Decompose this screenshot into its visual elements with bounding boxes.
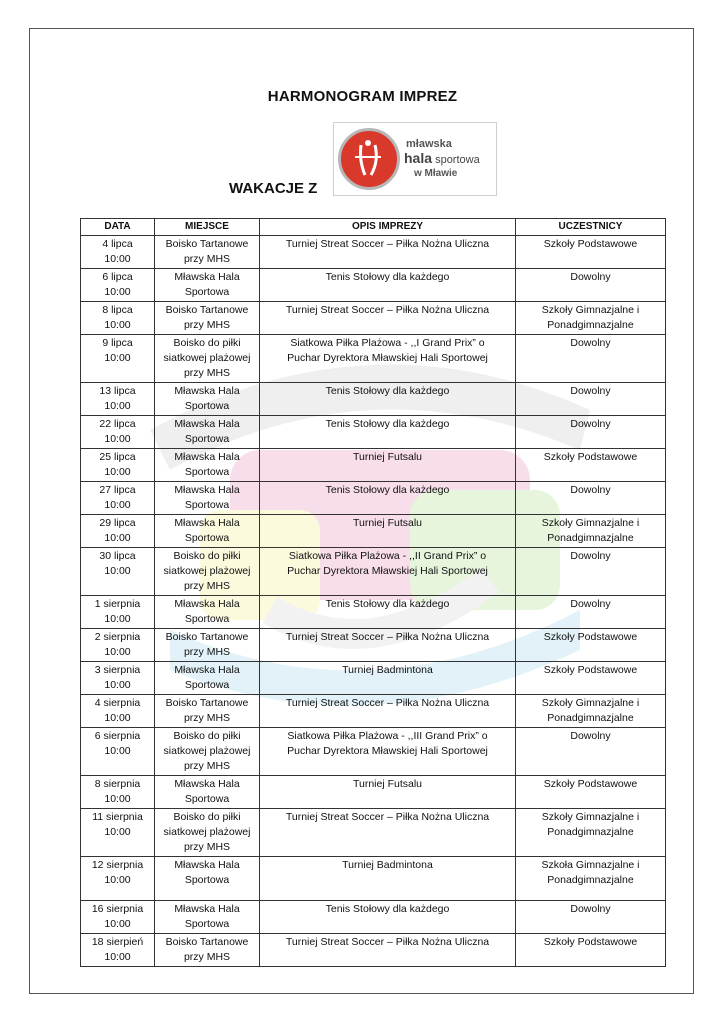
logo-text-line2: hala sportowa [404,150,480,166]
cell-date-line: 10:00 [104,352,131,364]
cell-description-line: Tenis Stołowy dla każdego [325,903,450,915]
cell-place-line: Mławska Hala [174,271,240,283]
cell-place-line: Boisko do piłki [173,811,241,823]
cell-participants-line: Szkoły Gimnazjalne i [541,811,640,823]
cell-description [260,449,516,482]
cell-date [81,482,155,515]
cell-date-line: 10:00 [104,466,131,478]
cell-date-line: 12 sierpnia [91,859,144,871]
cell-place [155,416,260,449]
cell-place-line: siatkowej plażowej [163,352,251,364]
cell-description-line: Turniej Streat Soccer – Piłka Nożna Uliczna [285,811,490,823]
cell-description-line: Turniej Streat Soccer – Piłka Nożna Uliczna [285,631,490,643]
cell-participants [516,728,666,776]
cell-description-line: Turniej Streat Soccer – Piłka Nożna Uliczna [285,697,490,709]
cell-date-line: 25 lipca [99,451,136,463]
cell-description [260,416,516,449]
table-header-row [81,219,666,236]
cell-description [260,302,516,335]
cell-date [81,728,155,776]
cell-place [155,449,260,482]
cell-date [81,809,155,857]
table-row [81,728,666,776]
cell-participants-line: Szkoły Podstawowe [543,631,638,643]
table-row [81,629,666,662]
cell-participants-line: Dowolny [570,550,611,562]
cell-place-line: przy MHS [183,367,231,379]
cell-description [260,662,516,695]
cell-date [81,302,155,335]
cell-date [81,662,155,695]
cell-description [260,901,516,934]
cell-place [155,901,260,934]
cell-place-line: przy MHS [183,841,231,853]
cell-place-line: przy MHS [183,646,231,658]
cell-description-line: Turniej Futsalu [352,451,423,463]
cell-date-line: 10:00 [104,565,131,577]
cell-date-line: 30 lipca [99,550,136,562]
cell-place [155,629,260,662]
table-row [81,449,666,482]
cell-participants-line: Ponadgimnazjalne [547,532,634,544]
cell-date-line: 10:00 [104,286,131,298]
cell-description-line: Puchar Dyrektora Mławskiej Hali Sportowej [287,745,488,757]
table-row [81,236,666,269]
cell-description [260,695,516,728]
table-row [81,596,666,629]
cell-date-line: 11 sierpnia [92,811,143,823]
cell-description-line: Tenis Stołowy dla każdego [325,484,450,496]
cell-description [260,809,516,857]
cell-participants [516,269,666,302]
table-row [81,482,666,515]
cell-place [155,728,260,776]
cell-participants-line: Szkoły Podstawowe [543,238,638,250]
header-place: MIEJSCE [155,219,260,236]
hall-logo [333,122,497,196]
cell-date-line: 10:00 [104,745,131,757]
cell-description [260,548,516,596]
cell-date-line: 6 sierpnia [94,730,141,742]
cell-place-line: Sportowa [184,532,230,544]
cell-place-line: Sportowa [184,400,230,412]
cell-date-line: 10:00 [104,433,131,445]
table-row [81,695,666,728]
cell-place-line: przy MHS [183,760,231,772]
cell-place-line: Mławska Hala [174,484,240,496]
cell-place-line: Sportowa [184,499,230,511]
cell-description-line: Turniej Streat Soccer – Piłka Nożna Uliczna [285,936,490,948]
cell-place-line: Mławska Hala [174,517,240,529]
cell-place-line: Boisko Tartanowe [165,697,249,709]
cell-place-line: przy MHS [183,580,231,592]
cell-participants-line: Ponadgimnazjalne [547,826,634,838]
cell-place [155,695,260,728]
table-row [81,662,666,695]
cell-participants-line: Szkoły Podstawowe [543,778,638,790]
logo-text-line3: w Mławie [414,168,458,179]
cell-participants [516,629,666,662]
cell-date-line: 29 lipca [99,517,136,529]
table-row [81,416,666,449]
cell-place-line: Sportowa [184,466,230,478]
cell-participants [516,662,666,695]
cell-date [81,515,155,548]
cell-description-line: Turniej Badmintona [342,859,433,871]
cell-place-line: Mławska Hala [174,778,240,790]
cell-description-line: Puchar Dyrektora Mławskiej Hali Sportowej [287,352,488,364]
cell-date-line: 13 lipca [99,385,136,397]
cell-date-line: 10:00 [104,793,131,805]
cell-participants-line: Szkoły Podstawowe [543,664,638,676]
schedule-table [80,218,666,967]
cell-description-line: Siatkowa Piłka Plażowa - ,,II Grand Prix” o [288,550,487,562]
cell-participants [516,236,666,269]
cell-participants-line: Szkoły Gimnazjalne i [541,697,640,709]
cell-participants-line: Dowolny [570,484,611,496]
cell-participants [516,482,666,515]
cell-participants [516,548,666,596]
table-row [81,335,666,383]
table-row [81,901,666,934]
cell-participants [516,934,666,967]
cell-place [155,515,260,548]
cell-date [81,383,155,416]
cell-place-line: Mławska Hala [174,664,240,676]
cell-date [81,236,155,269]
cell-place [155,482,260,515]
cell-place [155,596,260,629]
cell-participants-line: Dowolny [570,271,611,283]
cell-description [260,934,516,967]
cell-participants [516,302,666,335]
cell-description-line: Turniej Streat Soccer – Piłka Nożna Uliczna [285,238,490,250]
cell-place-line: Boisko do piłki [173,337,241,349]
cell-date-line: 10:00 [104,712,131,724]
cell-participants-line: Szkoły Podstawowe [543,451,638,463]
cell-place [155,548,260,596]
cell-place-line: Mławska Hala [174,859,240,871]
cell-place-line: Sportowa [184,433,230,445]
cell-place-line: siatkowej plażowej [163,745,251,757]
cell-date-line: 4 lipca [102,238,133,250]
cell-place-line: Sportowa [184,874,230,886]
cell-date [81,629,155,662]
cell-place-line: Mławska Hala [174,598,240,610]
cell-participants-line: Ponadgimnazjalne [547,319,634,331]
cell-date-line: 10:00 [104,400,131,412]
cell-participants [516,596,666,629]
cell-participants [516,416,666,449]
cell-place-line: przy MHS [183,951,231,963]
cell-date-line: 16 sierpnia [91,903,144,915]
cell-participants-line: Szkoły Podstawowe [543,936,638,948]
table-row [81,934,666,967]
cell-participants [516,515,666,548]
cell-place-line: Boisko do piłki [173,550,241,562]
cell-date [81,857,155,901]
cell-description-line: Siatkowa Piłka Plażowa - ,,III Grand Prix” o [287,730,488,742]
header-date: DATA [81,219,155,236]
cell-date-line: 2 sierpnia [94,631,141,643]
cell-place [155,302,260,335]
cell-place-line: Mławska Hala [174,451,240,463]
cell-date-line: 10:00 [104,874,131,886]
cell-description [260,728,516,776]
cell-description [260,482,516,515]
cell-description-line: Puchar Dyrektora Mławskiej Hali Sportowej [287,565,488,577]
cell-participants-line: Dowolny [570,418,611,430]
cell-date [81,449,155,482]
cell-place-line: Boisko Tartanowe [165,304,249,316]
cell-participants [516,857,666,901]
cell-place [155,383,260,416]
cell-date-line: 6 lipca [102,271,133,283]
cell-place-line: Boisko Tartanowe [165,936,249,948]
cell-description-line: Tenis Stołowy dla każdego [325,271,450,283]
cell-description [260,269,516,302]
cell-place-line: Mławska Hala [174,385,240,397]
cell-date [81,335,155,383]
cell-participants-line: Ponadgimnazjalne [547,712,634,724]
cell-description-line: Tenis Stołowy dla każdego [325,598,450,610]
cell-place-line: Boisko do piłki [173,730,241,742]
cell-place [155,809,260,857]
cell-participants [516,449,666,482]
cell-date-line: 10:00 [104,951,131,963]
cell-participants [516,776,666,809]
cell-participants [516,383,666,416]
cell-participants-line: Dowolny [570,903,611,915]
cell-place-line: Sportowa [184,613,230,625]
cell-place [155,934,260,967]
cell-place-line: Sportowa [184,918,230,930]
cell-date [81,695,155,728]
cell-place-line: Mławska Hala [174,903,240,915]
cell-date-line: 4 sierpnia [94,697,141,709]
cell-participants [516,695,666,728]
cell-description [260,857,516,901]
cell-date-line: 10:00 [104,319,131,331]
cell-date-line: 3 sierpnia [94,664,141,676]
cell-participants-line: Dowolny [570,730,611,742]
header-participants: UCZESTNICY [516,219,666,236]
cell-description-line: Siatkowa Piłka Plażowa - ,,I Grand Prix” o [290,337,485,349]
cell-date-line: 10:00 [104,918,131,930]
cell-place-line: Sportowa [184,286,230,298]
cell-description-line: Turniej Streat Soccer – Piłka Nożna Uliczna [285,304,490,316]
cell-date [81,776,155,809]
cell-date-line: 10:00 [104,646,131,658]
cell-date [81,901,155,934]
page-title: HARMONOGRAM IMPREZ [267,88,458,105]
cell-participants-line: Ponadgimnazjalne [547,874,634,886]
cell-description-line: Tenis Stołowy dla każdego [325,385,450,397]
table-row [81,809,666,857]
table-row [81,548,666,596]
cell-date-line: 8 sierpnia [94,778,141,790]
cell-participants [516,335,666,383]
cell-description-line: Turniej Futsalu [352,517,423,529]
table-row [81,776,666,809]
cell-date-line: 1 sierpnia [94,598,141,610]
cell-date-line: 10:00 [104,679,131,691]
cell-date-line: 10:00 [104,253,131,265]
cell-description [260,596,516,629]
cell-date-line: 9 lipca [102,337,133,349]
cell-place [155,857,260,901]
cell-participants-line: Dowolny [570,337,611,349]
table-row [81,269,666,302]
cell-place-line: Sportowa [184,793,230,805]
cell-date [81,269,155,302]
cell-place [155,776,260,809]
cell-date-line: 22 lipca [99,418,136,430]
cell-place [155,335,260,383]
cell-description [260,515,516,548]
cell-place-line: Boisko Tartanowe [165,631,249,643]
cell-participants-line: Dowolny [570,385,611,397]
header-description: OPIS IMPREZY [260,219,516,236]
cell-date-line: 10:00 [104,613,131,625]
table-row [81,302,666,335]
cell-place-line: Sportowa [184,679,230,691]
cell-description [260,629,516,662]
cell-description [260,383,516,416]
cell-place-line: Mławska Hala [174,418,240,430]
cell-description [260,776,516,809]
logo-emblem [338,128,400,190]
cell-description [260,236,516,269]
cell-date-line: 27 lipca [99,484,136,496]
cell-date-line: 10:00 [104,532,131,544]
cell-participants [516,809,666,857]
cell-place-line: przy MHS [183,319,231,331]
cell-date [81,596,155,629]
cell-date-line: 18 sierpień [91,936,144,948]
cell-description-line: Tenis Stołowy dla każdego [325,418,450,430]
logo-text-line1: mławska [406,138,452,150]
table-row [81,857,666,901]
page-subtitle: WAKACJE Z [229,180,318,197]
cell-date-line: 8 lipca [102,304,133,316]
cell-date-line: 10:00 [104,826,131,838]
cell-place [155,236,260,269]
cell-place-line: przy MHS [183,253,231,265]
cell-place-line: siatkowej plażowej [163,826,251,838]
table-row [81,383,666,416]
cell-description-line: Turniej Badmintona [342,664,433,676]
cell-participants-line: Szkoły Gimnazjalne i [541,517,640,529]
cell-description-line: Turniej Futsalu [352,778,423,790]
cell-place-line: Boisko Tartanowe [165,238,249,250]
cell-date [81,934,155,967]
cell-participants [516,901,666,934]
cell-place [155,269,260,302]
cell-participants-line: Dowolny [570,598,611,610]
table-row [81,515,666,548]
cell-participants-line: Szkoła Gimnazjalne i [541,859,640,871]
cell-date [81,548,155,596]
cell-date [81,416,155,449]
cell-place-line: przy MHS [183,712,231,724]
cell-date-line: 10:00 [104,499,131,511]
cell-place-line: siatkowej plażowej [163,565,251,577]
cell-place [155,662,260,695]
cell-participants-line: Szkoły Gimnazjalne i [541,304,640,316]
cell-description [260,335,516,383]
